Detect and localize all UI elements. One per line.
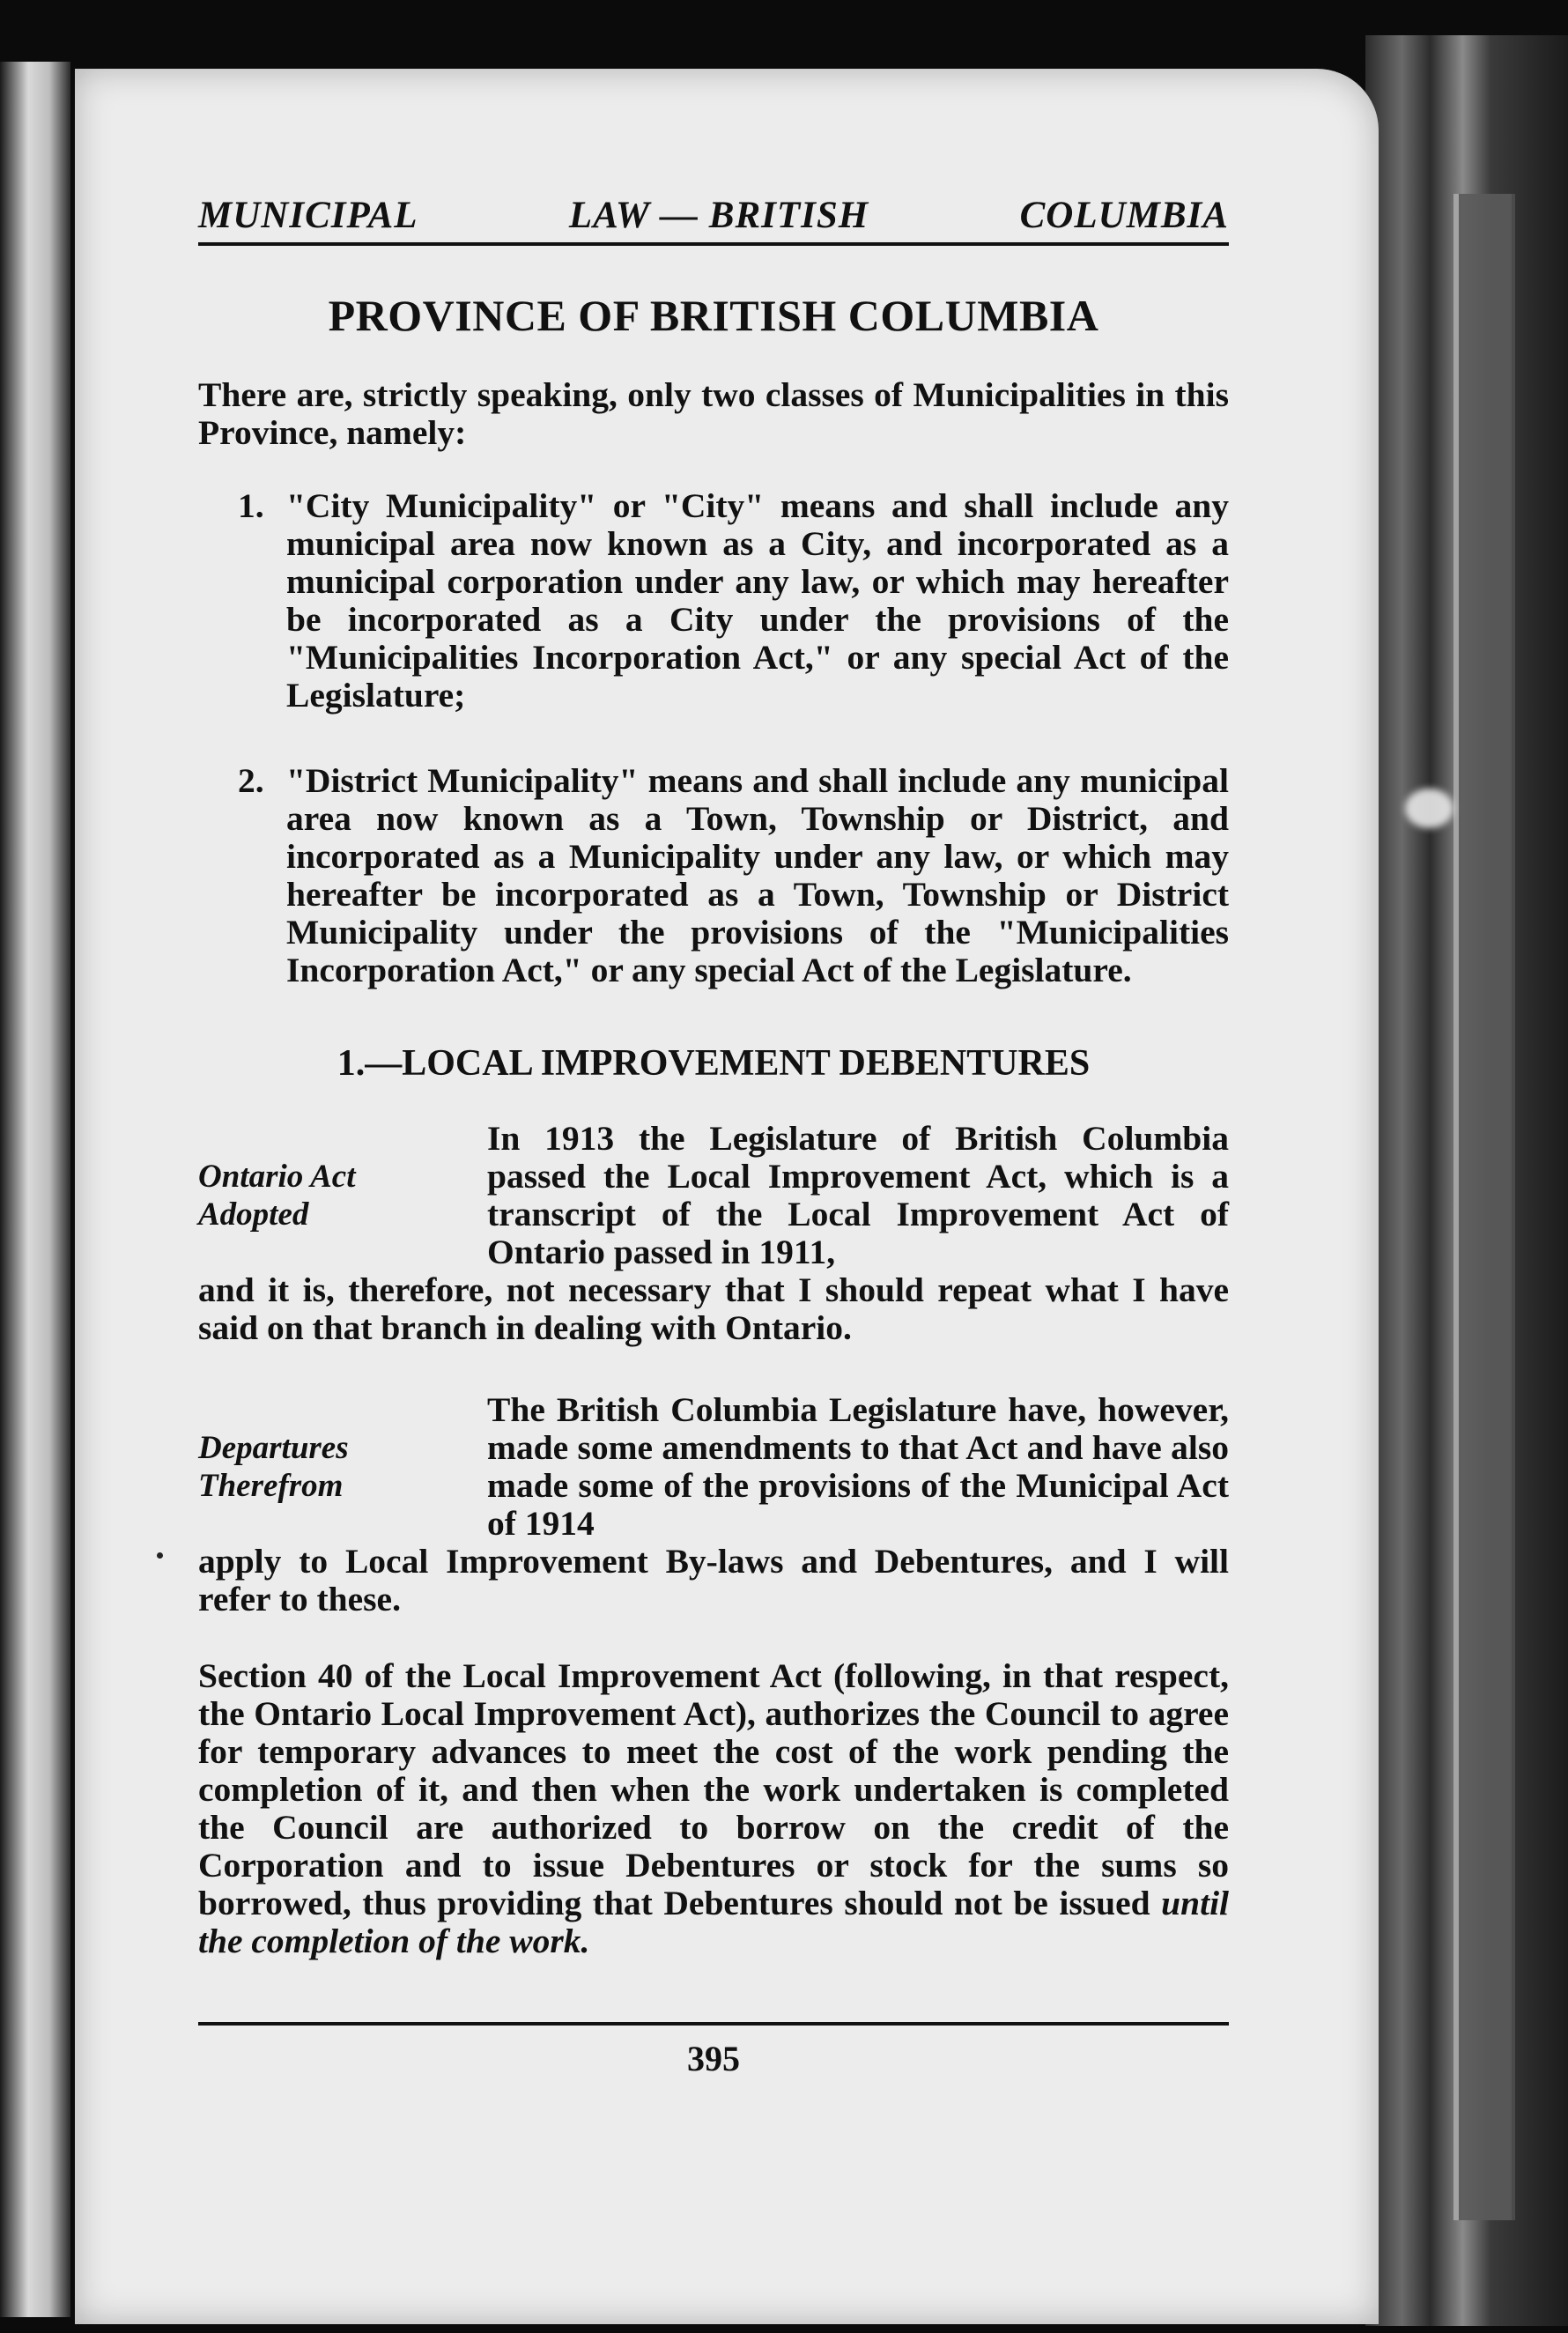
item-text: "City Municipality" or "City" means and shall include any municipal area now known as a City, and incorporated as a municipal corporation under any law, or which may hereafter be incorporated as a City under the provisions of the "Municipalities Incorporation Act," or any special Act of the Legislature; <box>286 485 1229 715</box>
page-title: PROVINCE OF BRITISH COLUMBIA <box>328 291 1099 340</box>
emphasis-text: until the completion of the work. <box>198 1883 1230 1960</box>
film-edge-left <box>0 62 70 2317</box>
item-number: 1. <box>238 485 264 525</box>
margin-note-line: Adopted <box>198 1196 309 1233</box>
section-heading: 1.—LOCAL IMPROVEMENT DEBENTURES <box>337 1042 1091 1084</box>
paragraph-text: Section 40 of the Local Improvement Act (following, in that respect, the Ontario Local Improvement Act), authorizes the Council to agree for temporary advances to meet the cost of the work pending the completion of it, and then when the work undertaken is completed the Council are authorized to borrow on the credit of the Corporation and to issue Debentures or stock for the sums so borrowed, thus providing that Debentures should not be issued <box>198 1655 1229 1922</box>
footer-rule <box>198 2022 1229 2026</box>
running-head-right: COLUMBIA <box>1019 195 1229 236</box>
definition-item-1 <box>198 487 1229 715</box>
margin-note <box>198 1158 356 1233</box>
page-number: 395 <box>687 2038 740 2078</box>
continued-text: and it is, therefore, not necessary that I should repeat what I have said on that branch in dealing with Ontario. <box>198 1270 1229 1347</box>
margin-note <box>198 1429 349 1505</box>
margin-note-line: Departures <box>198 1429 349 1466</box>
book-binding <box>1365 35 1568 2326</box>
binding-ridge <box>1453 194 1515 2220</box>
ontario-act-block <box>198 1120 1229 1347</box>
indented-text: The British Columbia Legislature have, however, made some amendments to that Act and have also made some of the provisions of the Municipal Act of 1914 <box>487 1389 1229 1543</box>
departures-block <box>198 1391 1229 1618</box>
margin-note-line: Therefrom <box>198 1467 344 1504</box>
continued-text: apply to Local Improvement By-laws and Debentures, and I will refer to these. <box>198 1541 1229 1618</box>
margin-note-line: Ontario Act <box>198 1158 356 1195</box>
intro-paragraph: There are, strictly speaking, only two classes of Municipalities in this Province, namely: <box>198 375 1229 452</box>
margin-dot <box>157 1552 163 1559</box>
section-40-paragraph <box>198 1657 1229 1960</box>
definition-item-2 <box>198 762 1229 989</box>
indented-text: In 1913 the Legislature of British Columbia passed the Local Improvement Act, which is a transcript of the Local Improvement Act of Ontario passed in 1911, <box>487 1118 1229 1271</box>
page-smudge <box>1405 789 1453 828</box>
running-head <box>198 194 1229 246</box>
page-content <box>198 194 1229 2079</box>
running-head-left: MUNICIPAL <box>198 195 418 236</box>
item-number: 2. <box>238 760 264 800</box>
item-text: "District Municipality" means and shall include any municipal area now known as a Town, Township or District, and incorporated as a Municipality under any law, or which may hereafter be incorporated as a Town, Township or District Municipality under the provisions of the "Municipalities Incorporation Act," or any special Act of the Legislature. <box>286 760 1229 989</box>
running-head-center: LAW — BRITISH <box>568 195 869 236</box>
